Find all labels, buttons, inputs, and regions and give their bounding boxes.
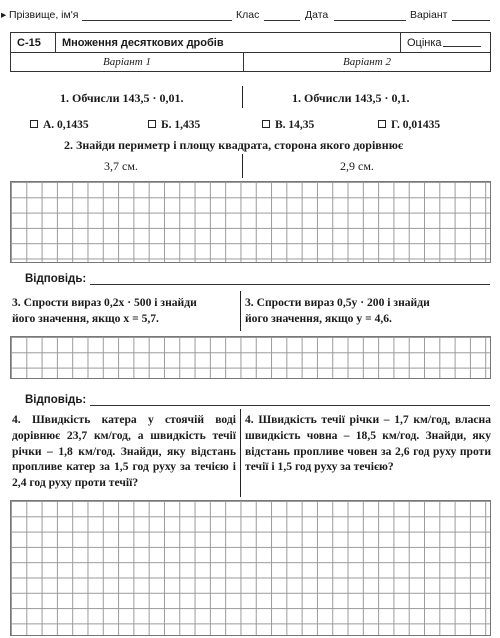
class-label: Клас — [236, 9, 260, 21]
name-label: Прізвище, ім'я — [9, 9, 79, 21]
answer-label-1: Відповідь: — [25, 273, 87, 285]
variant-field-line[interactable] — [452, 20, 490, 21]
class-field-line[interactable] — [264, 20, 300, 21]
task4-answer-grid[interactable] — [10, 500, 491, 636]
grade-field-line[interactable] — [443, 46, 481, 47]
variant-row — [11, 53, 490, 72]
variant-label: Варіант — [410, 9, 448, 21]
checkbox-b[interactable] — [148, 120, 156, 128]
checkbox-c[interactable] — [262, 120, 270, 128]
option-c[interactable]: В. 14,35 — [262, 119, 314, 131]
task4-separator — [240, 409, 241, 497]
task3-variant1: 3. Спрости вираз 0,2x · 500 і знайди його значення, якщо x = 5,7. — [12, 296, 197, 325]
name-field-line[interactable] — [82, 20, 232, 21]
option-d[interactable]: Г. 0,01435 — [378, 119, 440, 131]
answer-line-2[interactable] — [90, 405, 490, 406]
work-topic: Множення десяткових дробів — [62, 37, 224, 49]
task3-variant2: 3. Спрости вираз 0,5y · 200 і знайди його значення, якщо y = 4,6. — [245, 296, 430, 325]
variant1-heading: Варіант 1 — [103, 56, 151, 68]
task2-variant1: 3,7 см. — [104, 159, 138, 173]
date-label: Дата — [305, 9, 329, 21]
task2-text: 2. Знайди периметр і площу квадрата, сторона якого дорівнює — [64, 138, 404, 152]
answer-label-2: Відповідь: — [25, 394, 87, 406]
task2-separator — [242, 154, 243, 178]
date-field-line[interactable] — [334, 20, 406, 21]
title-table — [10, 32, 491, 72]
task2-answer-grid[interactable] — [10, 181, 491, 263]
task4-variant1: 4. Швидкість катера у стоячій воді дорівнює 23,7 км/год, а швидкість течії річки – 1,8 км/год. Знайди, яку відстань пропливе катер за 1,5 год руху за течією і 2,4 год руху проти течії? — [12, 413, 236, 490]
variant2-heading: Варіант 2 — [343, 56, 391, 68]
grade-label: Оцінка — [407, 37, 442, 49]
option-a[interactable]: А. 0,1435 — [30, 119, 89, 131]
task3-answer-grid[interactable] — [10, 336, 491, 379]
task2-variant2: 2,9 см. — [340, 159, 374, 173]
hole-mark: ▸ — [1, 9, 7, 21]
task4-variant2: 4. Швидкість течії річки – 1,7 км/год, власна швидкість човна – 18,5 км/год. Знайди, яку відстань пропливе човен за 2,6 год руху проти течії і 1,5 год руху за течією? — [245, 413, 491, 474]
title-row — [11, 33, 490, 53]
work-code: С-15 — [17, 37, 41, 49]
answer-line-1[interactable] — [90, 284, 490, 285]
task1-separator — [242, 86, 243, 108]
task1-variant1: 1. Обчисли 143,5 · 0,01. — [60, 91, 184, 105]
checkbox-d[interactable] — [378, 120, 386, 128]
option-b[interactable]: Б. 1,435 — [148, 119, 200, 131]
task1-variant2: 1. Обчисли 143,5 · 0,1. — [292, 91, 410, 105]
checkbox-a[interactable] — [30, 120, 38, 128]
task3-separator — [240, 291, 241, 331]
